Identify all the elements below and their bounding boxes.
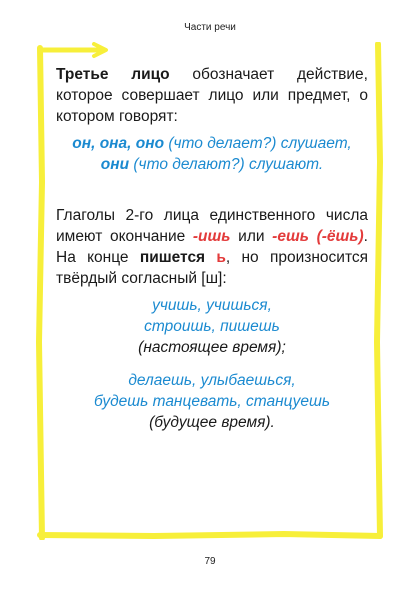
present-tense-examples [56,295,368,358]
running-header: Части речи [184,22,236,33]
pronoun-plural: они [100,156,130,173]
term-third-person: Третье лицо [56,66,170,83]
definition-text: обозначает действие, которое совершает лицо или предмет, о котором говорят: [56,66,368,125]
rule-text: . На конце [56,228,368,266]
example-line [56,133,368,154]
example-question: (что делает?) слушает, [164,135,352,152]
rule-text: или [230,228,273,245]
second-person-rule [56,205,368,289]
future-tense-examples [56,370,368,433]
content-block [56,64,368,433]
third-person-definition [56,64,368,127]
pronoun-singular: он, она, оно [72,135,165,152]
example-line: будешь танцевать, станцуешь [93,393,331,410]
example-line: строишь, пишешь [144,318,280,335]
example-line: учишь, учишься, [152,297,272,314]
ending-ish: -ишь [192,228,231,245]
tense-label: (настоящее время); [138,339,286,356]
bold-writes: пишется [139,249,206,266]
example-line [56,154,368,175]
example-line: делаешь, улыбаешься, [128,372,296,389]
page-number: 79 [204,556,216,567]
third-person-examples [56,133,368,175]
example-question: (что делают?) слушают. [129,156,324,173]
tense-label: (будущее время). [149,414,275,431]
rule-text [205,249,216,266]
soft-sign: ь [216,249,226,266]
rule-text: , но произносится твёрдый согласный [ш]: [56,249,369,287]
ending-esh: -ешь (-ёшь) [272,228,364,245]
rule-text: Глаголы 2-го лица единственного числа имеют окончание [56,207,368,245]
